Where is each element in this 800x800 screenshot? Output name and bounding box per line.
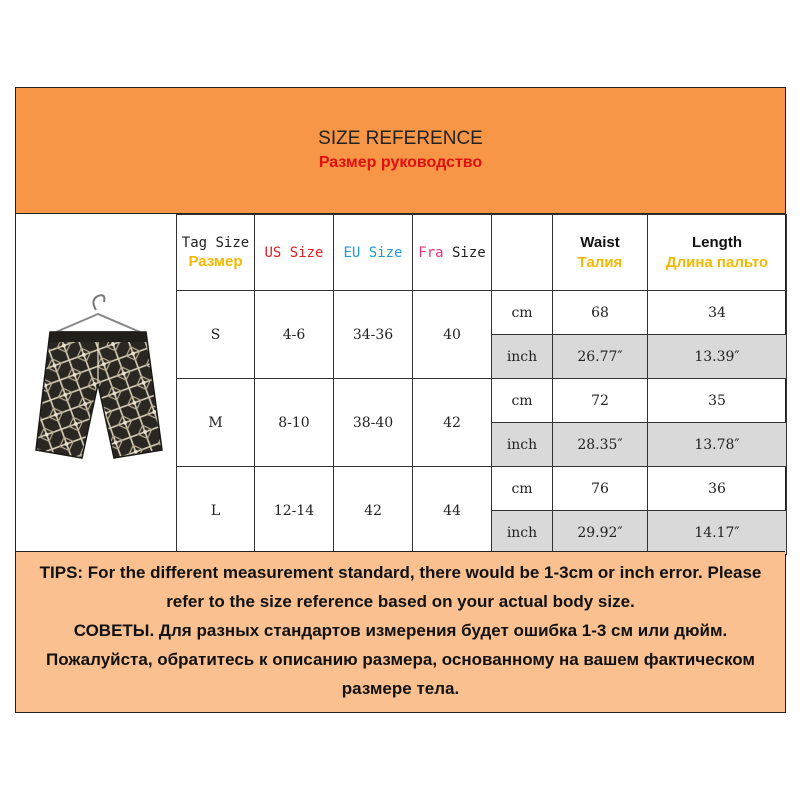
waist-label-ru: Талия	[577, 253, 623, 271]
fra-label: Fra	[418, 244, 444, 261]
shorts-icon	[36, 332, 162, 458]
table-row	[177, 467, 787, 511]
tag-size-cell: S	[177, 291, 255, 379]
header-length	[648, 215, 787, 291]
fra-size-cell: 42	[413, 379, 492, 467]
unit-inch-cell: inch	[492, 423, 553, 467]
table-row	[177, 379, 787, 423]
unit-cm-cell: cm	[492, 291, 553, 335]
length-cm-cell: 34	[648, 291, 787, 335]
eu-size-cell: 42	[334, 467, 413, 555]
header-eu-size	[334, 215, 413, 291]
tag-size-cell: M	[177, 379, 255, 467]
us-size-word: Size	[281, 244, 324, 261]
shorts-illustration	[16, 214, 176, 551]
length-cm-cell: 35	[648, 379, 787, 423]
waist-inch-cell: 29.92″	[553, 511, 648, 555]
header-fra-size	[413, 215, 492, 291]
length-inch-cell: 13.78″	[648, 423, 787, 467]
waist-cm-cell: 68	[553, 291, 648, 335]
us-label: US	[264, 244, 282, 261]
waist-label: Waist	[580, 233, 620, 251]
us-size-cell: 8-10	[255, 379, 334, 467]
header-banner	[16, 88, 785, 214]
fra-size-cell: 40	[413, 291, 492, 379]
waist-inch-cell: 26.77″	[553, 335, 648, 379]
tag-size-label: Tag Size	[181, 234, 250, 251]
eu-size-cell: 38-40	[334, 379, 413, 467]
unit-inch-cell: inch	[492, 511, 553, 555]
length-inch-cell: 14.17″	[648, 511, 787, 555]
unit-cm-cell: cm	[492, 379, 553, 423]
length-cm-cell: 36	[648, 467, 787, 511]
tips-text-ru: СОВЕТЫ. Для разных стандартов измерения будет ошибка 1-3 см или дюйм. Пожалуйста, обратитесь к описанию размера, основанному на вашем фактическом размере тела.	[46, 621, 755, 698]
header-us-size	[255, 215, 334, 291]
header-unit	[492, 215, 553, 291]
header-subtitle-ru: Размер руководство	[318, 154, 483, 171]
length-label-ru: Длина пальто	[665, 253, 769, 271]
eu-size-cell: 34-36	[334, 291, 413, 379]
waist-cm-cell: 76	[553, 467, 648, 511]
fra-size-word: Size	[443, 244, 486, 261]
tips-text-en: TIPS: For the different measurement standard, there would be 1-3cm or inch error. Please refer to the size reference based on your actual body size.	[39, 563, 762, 611]
size-table	[176, 214, 787, 555]
hanger-icon	[56, 295, 140, 332]
length-label: Length	[692, 233, 742, 251]
unit-inch-cell: inch	[492, 335, 553, 379]
us-size-cell: 4-6	[255, 291, 334, 379]
waist-inch-cell: 28.35″	[553, 423, 648, 467]
length-inch-cell: 13.39″	[648, 335, 787, 379]
waist-cm-cell: 72	[553, 379, 648, 423]
product-image	[16, 214, 176, 551]
tag-size-cell: L	[177, 467, 255, 555]
tips-box	[16, 551, 785, 712]
unit-cm-cell: cm	[492, 467, 553, 511]
eu-label: EU Size	[343, 244, 403, 261]
header-waist	[553, 215, 648, 291]
table-header-row	[177, 215, 787, 291]
fra-size-cell: 44	[413, 467, 492, 555]
tag-size-label-ru: Размер	[188, 252, 243, 270]
us-size-cell: 12-14	[255, 467, 334, 555]
header-title: SIZE REFERENCE	[318, 128, 483, 149]
header-tag-size	[177, 215, 255, 291]
table-row	[177, 291, 787, 335]
